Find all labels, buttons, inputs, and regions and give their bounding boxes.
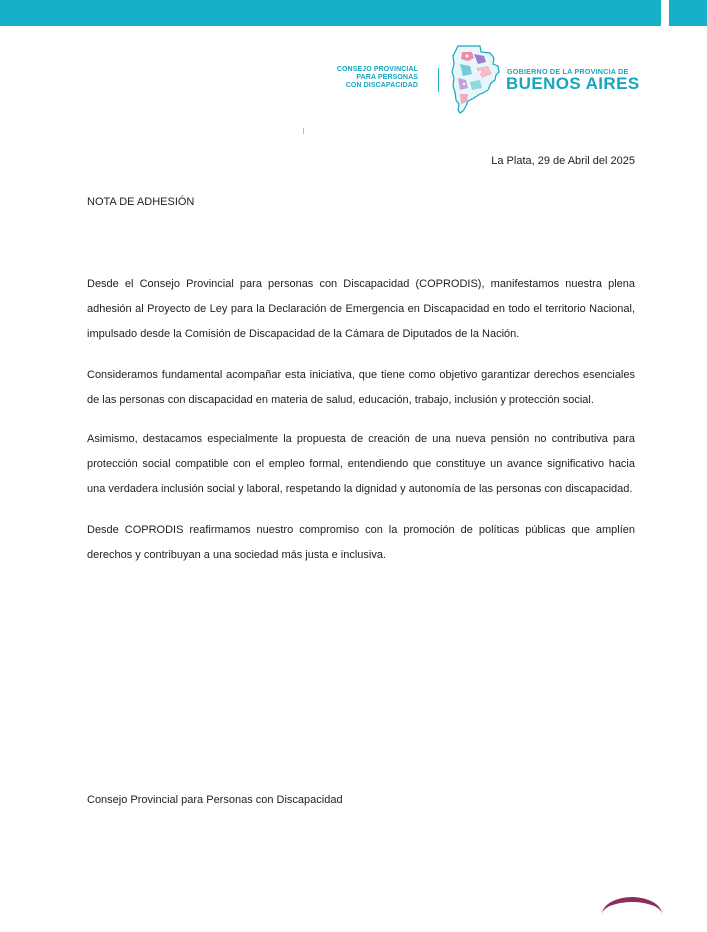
- scan-mark: [303, 128, 304, 134]
- letter-heading: NOTA DE ADHESIÓN: [87, 196, 195, 208]
- government-small-text: GOBIERNO DE LA PROVINCIA DE: [507, 67, 629, 76]
- paragraph-1: Desde el Consejo Provincial para personas con Discapacidad (COPRODIS), manifestamos nuestra plena adhesión al Proyecto de Ley para la Declaración de Emergencia en Discapacidad en todo el territorio Nacional, impulsado desde la Comisión de Discapacidad de la Cámara de Diputados de la Nación.: [87, 278, 635, 340]
- coprodis-line-2: PARA PERSONAS: [356, 74, 418, 81]
- top-color-bar: [0, 0, 707, 26]
- province-map-icon: [450, 44, 500, 114]
- coprodis-line-1: CONSEJO PROVINCIAL: [336, 66, 418, 73]
- logo-separator: [438, 68, 439, 92]
- government-big-text: BUENOS AIRES: [506, 74, 640, 93]
- letter-signature: Consejo Provincial para Personas con Discapacidad: [87, 794, 343, 806]
- corner-decoration: [602, 897, 662, 932]
- coprodis-logo-text: [330, 66, 418, 90]
- coprodis-line-3: CON DISCAPACIDAD: [345, 82, 418, 89]
- paragraph-2: Consideramos fundamental acompañar esta iniciativa, que tiene como objetivo garantizar derechos esenciales de las personas con discapacidad en materia de salud, educación, trabajo, inclusión y protección social.: [87, 369, 635, 406]
- letter-body: [87, 272, 635, 584]
- paragraph-3: Asimismo, destacamos especialmente la propuesta de creación de una nueva pensión no contributiva para protección social compatible con el empleo formal, entendiendo que constituye un avance significativo hacia una verdadera inclusión social y laboral, respetando la dignidad y autonomía de las personas con discapacidad.: [87, 433, 635, 495]
- top-bar-gap: [661, 0, 669, 26]
- letter-date: La Plata, 29 de Abril del 2025: [491, 155, 635, 167]
- paragraph-4: Desde COPRODIS reafirmamos nuestro compromiso con la promoción de políticas públicas que amplíen derechos y contribuyan a una sociedad más justa e inclusiva.: [87, 524, 635, 561]
- letterhead: [330, 42, 650, 112]
